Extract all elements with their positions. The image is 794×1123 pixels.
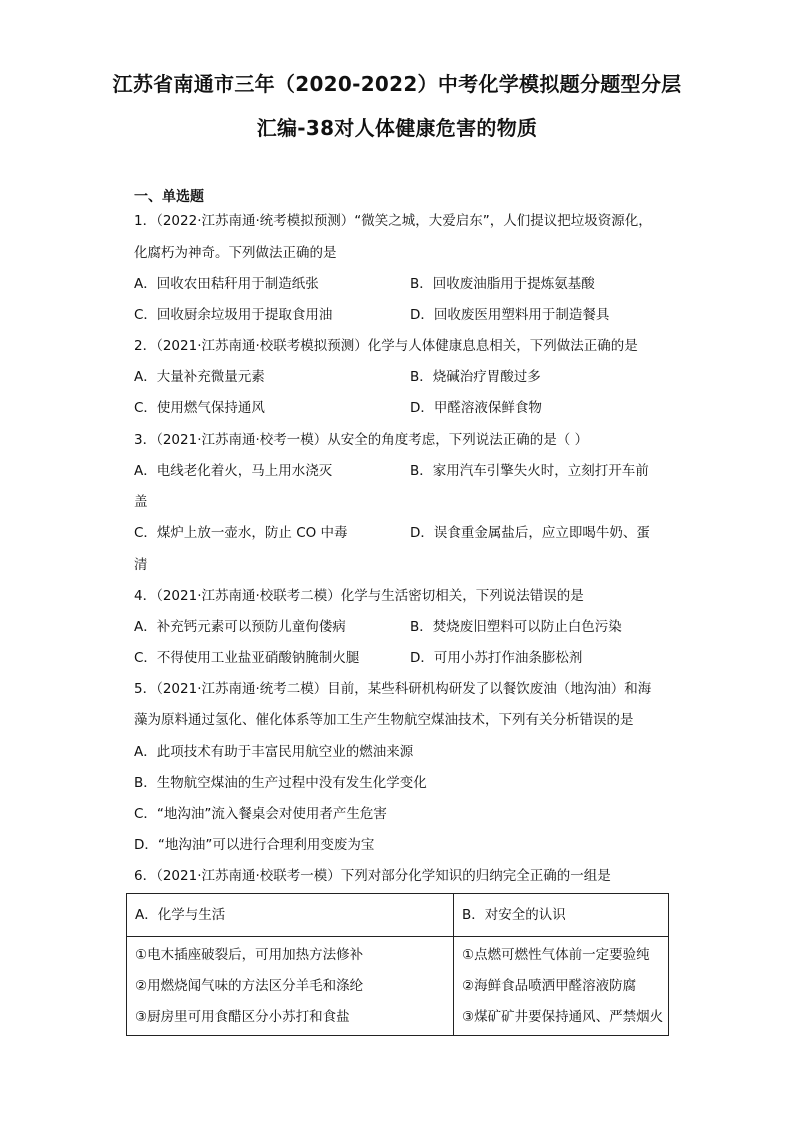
question-3-option-b: B．家用汽车引擎失火时，立刻打开车前 [410,463,649,479]
question-1-option-b: B．回收废油脂用于提炼氨基酸 [410,276,595,292]
table-row [127,937,669,1036]
table-cell-b [454,937,669,1036]
question-3-option-b-wrap: 盖 [134,494,148,510]
question-5-option-a: A．此项技术有助于丰富民用航空业的燃油来源 [134,744,414,760]
question-3-stem: 3．（2021·江苏南通·校考一模）从安全的角度考虑，下列说法正确的是（ ） [134,432,589,448]
table-header-b: B．对安全的认识 [454,894,669,937]
question-2-option-d: D．甲醛溶液保鲜食物 [410,400,542,416]
question-2-option-b: B．烧碱治疗胃酸过多 [410,369,541,385]
question-4-option-c: C．不得使用工业盐亚硝酸钠腌制火腿 [134,650,360,666]
document-title-line-1: 江苏省南通市三年（2020-2022）中考化学模拟题分题型分层 [112,72,682,96]
list-item: ③厨房里可用食醋区分小苏打和食盐 [135,1009,350,1025]
question-3-option-d-wrap: 清 [134,557,148,573]
question-4-stem: 4．（2021·江苏南通·校联考二模）化学与生活密切相关，下列说法错误的是 [134,588,584,604]
question-4-option-a: A．补充钙元素可以预防儿童佝偻病 [134,619,346,635]
question-6-table [126,893,669,1036]
question-3-option-a: A．电线老化着火，马上用水浇灭 [134,463,333,479]
question-5-option-c: C．“地沟油”流入餐桌会对使用者产生危害 [134,806,387,822]
question-5-stem: 藻为原料通过氢化、催化体系等加工生产生物航空煤油技术，下列有关分析错误的是 [134,712,634,728]
question-5-option-b: B．生物航空煤油的生产过程中没有发生化学变化 [134,775,427,791]
question-3-option-d: D．误食重金属盐后，应立即喝牛奶、蛋 [410,525,650,541]
list-item: ②用燃烧闻气味的方法区分羊毛和涤纶 [135,978,364,994]
question-1-option-d: D．回收废医用塑料用于制造餐具 [410,307,610,323]
question-5-stem: 5．（2021·江苏南通·统考二模）目前，某些科研机构研发了以餐饮废油（地沟油）和海 [134,681,652,697]
list-item: ②海鲜食品喷洒甲醛溶液防腐 [462,978,637,994]
question-4-option-d: D．可用小苏打作油条膨松剂 [410,650,583,666]
table-cell-a [127,937,454,1036]
list-item: ③煤矿矿井要保持通风、严禁烟火 [462,1009,664,1025]
question-3-option-c: C．煤炉上放一壶水，防止 CO 中毒 [134,525,348,541]
question-4-option-b: B．焚烧废旧塑料可以防止白色污染 [410,619,622,635]
list-item: ①电木插座破裂后，可用加热方法修补 [135,947,364,963]
question-1-option-c: C．回收厨余垃圾用于提取食用油 [134,307,333,323]
question-6-stem: 6．（2021·江苏南通·校联考一模）下列对部分化学知识的归纳完全正确的一组是 [134,868,611,884]
question-2-stem: 2．（2021·江苏南通·校联考模拟预测）化学与人体健康息息相关，下列做法正确的是 [134,338,638,354]
question-2-option-c: C．使用燃气保持通风 [134,400,265,416]
question-1-option-a: A．回收农田秸秆用于制造纸张 [134,276,319,292]
section-heading: 一、单选题 [134,189,204,205]
list-item: ①点燃可燃性气体前一定要验纯 [462,947,650,963]
table-row [127,894,669,937]
question-2-option-a: A．大量补充微量元素 [134,369,265,385]
question-1-stem: 化腐朽为神奇。下列做法正确的是 [134,245,337,261]
table-header-a: A．化学与生活 [127,894,454,937]
question-5-option-d: D．“地沟油”可以进行合理利用变废为宝 [134,837,375,853]
question-1-stem: 1．（2022·江苏南通·统考模拟预测）“微笑之城，大爱启东”，人们提议把垃圾资源化， [134,213,652,229]
document-title-line-2: 汇编-38对人体健康危害的物质 [256,116,538,140]
